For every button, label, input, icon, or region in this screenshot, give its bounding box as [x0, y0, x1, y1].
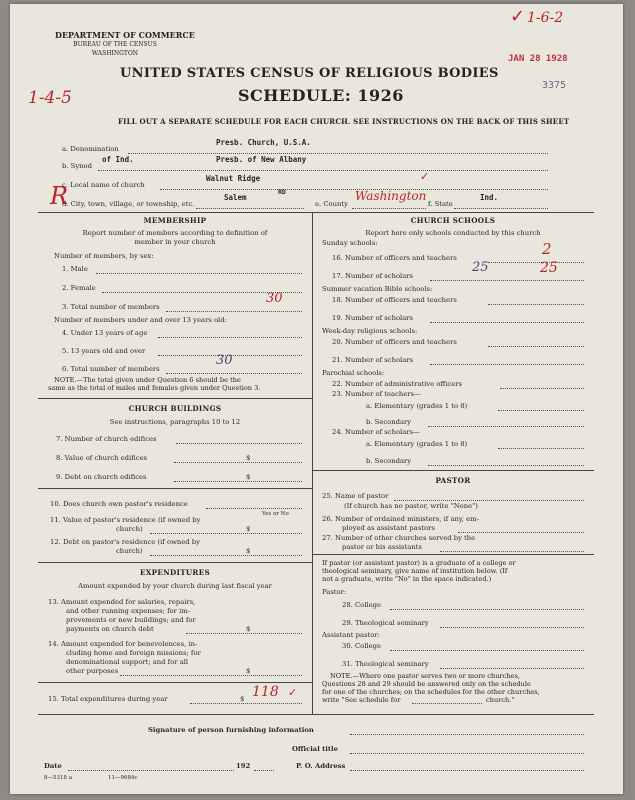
- q8-dollar: $: [246, 454, 251, 462]
- q20-field[interactable]: [488, 337, 584, 347]
- q17-field[interactable]: [430, 271, 584, 281]
- pastor-sublabel: Pastor:: [322, 588, 347, 596]
- pastor-note-4: write "See schedule for: [322, 696, 401, 704]
- q16-label: 16. Number of officers and teachers: [332, 254, 457, 262]
- under-over-label: Number of members under and over 13 years old:: [54, 316, 227, 324]
- po-address-field[interactable]: [350, 761, 584, 771]
- date-field[interactable]: [68, 761, 234, 771]
- q1-label: 1. Male: [62, 265, 88, 273]
- q18-field[interactable]: [488, 295, 584, 305]
- date-label: Date: [44, 762, 62, 770]
- q13-line-1: 13. Amount expended for salaries, repairs,: [48, 598, 196, 606]
- graduate-note-2: theological seminary, give name of institution below. (If: [322, 567, 508, 575]
- q30-label: 30. College: [342, 642, 382, 650]
- q8-field[interactable]: [174, 453, 302, 463]
- graduate-note-1: If pastor (or assistant pastor) is a graduate of a college or: [322, 559, 516, 567]
- sunday-label: Sunday schools:: [322, 239, 378, 247]
- buildings-rule: [38, 488, 312, 489]
- q4-field[interactable]: [158, 328, 302, 338]
- q8-label: 8. Value of church edifices: [56, 454, 148, 462]
- schools-rule: [312, 470, 594, 471]
- graduate-note-3: not a graduate, write "No" in the space indicated.): [322, 575, 492, 583]
- q29-label: 29. Theological seminary: [342, 619, 429, 627]
- official-title-label: Official title: [292, 745, 338, 753]
- q14-line-4: other purposes: [66, 667, 119, 675]
- city-name: WASHINGTON: [91, 50, 139, 57]
- q14-field[interactable]: [120, 666, 302, 676]
- state-value: Ind.: [480, 193, 499, 202]
- signature-label: Signature of person furnishing information: [148, 726, 314, 734]
- q26-label-1: 26. Number of ordained ministers, if any, em-: [322, 515, 479, 523]
- pastor-note-5: church.": [486, 696, 515, 704]
- q15-label: 15. Total expenditures during year: [48, 695, 168, 703]
- q27-field[interactable]: [440, 542, 584, 552]
- po-address-label: P. O. Address: [296, 762, 346, 770]
- county-label: e. County: [315, 200, 348, 208]
- q13-dollar: $: [246, 625, 251, 633]
- synod-value: of Ind.: [102, 155, 134, 164]
- church-name-label: c. Local name of church: [62, 181, 145, 189]
- parochial-label: Parochial schools:: [322, 369, 385, 377]
- q31-field[interactable]: [440, 659, 584, 669]
- q22-field[interactable]: [500, 379, 584, 389]
- by-sex-label: Number of members, by sex:: [54, 252, 154, 260]
- q21-field[interactable]: [430, 355, 584, 365]
- form-number: 8—5318 a: [44, 775, 73, 781]
- q31-label: 31. Theological seminary: [342, 660, 429, 668]
- membership-sub1: Report number of members according to definition of: [82, 229, 268, 237]
- see-schedule-field[interactable]: [412, 696, 482, 704]
- membership-rule: [38, 398, 312, 399]
- q15-value: 118: [252, 684, 279, 700]
- q6-value: 30: [216, 353, 233, 368]
- q5-label: 5. 13 years old and over: [62, 347, 146, 355]
- q7-field[interactable]: [176, 434, 302, 444]
- q27-label-1: 27. Number of other churches served by the: [322, 534, 476, 542]
- q13-line-3: provements or new buildings; and for: [66, 616, 196, 624]
- bureau-name: BUREAU OF THE CENSUS: [73, 41, 157, 48]
- pastor-heading: PASTOR: [435, 476, 471, 485]
- q9-label: 9. Debt on church edifices: [56, 473, 147, 481]
- q17-label: 17. Number of scholars: [332, 272, 414, 280]
- q13-line-2: and other running expenses; for im-: [66, 607, 191, 615]
- check-mark-top: ✓: [510, 6, 526, 27]
- q21-label: 21. Number of scholars: [332, 356, 414, 364]
- q11-dollar: $: [246, 525, 251, 533]
- q23-elementary-label: a. Elementary (grades 1 to 8): [366, 402, 468, 410]
- form-title: UNITED STATES CENSUS OF RELIGIOUS BODIES: [120, 66, 499, 81]
- official-title-field[interactable]: [350, 744, 584, 754]
- q26-label-2: ployed as assistant pastors: [342, 524, 435, 532]
- summer-label: Summer vacation Bible schools:: [322, 285, 433, 293]
- church-name-value: Walnut Ridge: [206, 174, 261, 183]
- q25-sub: (If church has no pastor, write "None"): [344, 502, 478, 510]
- q6-label: 6. Total number of members: [62, 365, 160, 373]
- q16-field[interactable]: [488, 253, 584, 263]
- q4-label: 4. Under 13 years of age: [62, 329, 148, 337]
- denomination-value: Presb. Church, U.S.A.: [216, 138, 311, 147]
- synod-label: b. Synod: [62, 162, 92, 170]
- form-instructions: FILL OUT A SEPARATE SCHEDULE FOR EACH CHURCH. SEE INSTRUCTIONS ON THE BACK OF THIS SHEET: [118, 117, 570, 126]
- denomination-label: a. Denomination: [62, 145, 119, 153]
- q17-value-red: 25: [540, 260, 558, 276]
- yes-no-hint: Yes or No: [262, 511, 289, 517]
- q10-label: 10. Does church own pastor's residence: [50, 500, 188, 508]
- table-bottom-rule: [38, 714, 594, 715]
- department-header: [55, 30, 195, 58]
- q1-field[interactable]: [96, 264, 302, 274]
- schools-heading: CHURCH SCHOOLS: [410, 216, 496, 225]
- q23-secondary-label: b. Secondary: [366, 418, 412, 426]
- q11-label-2: church): [116, 525, 143, 533]
- q18-label: 18. Number of officers and teachers: [332, 296, 457, 304]
- q24-label: 24. Number of scholars—: [332, 428, 420, 436]
- print-number: 11—9684c: [108, 775, 138, 781]
- expenditures-rule: [38, 682, 312, 683]
- assistant-sublabel: Assistant pastor:: [322, 631, 380, 639]
- q29-field[interactable]: [440, 618, 584, 628]
- q24-secondary-field[interactable]: [428, 456, 584, 466]
- check-mark-q15: ✓: [288, 686, 298, 699]
- q3-value: 30: [266, 291, 283, 306]
- state-field[interactable]: [454, 199, 548, 209]
- q22-label: 22. Number of administrative officers: [332, 380, 462, 388]
- membership-note-1: NOTE.—The total given under Question 6 should be the: [54, 376, 241, 384]
- pastor-rule: [312, 554, 594, 555]
- expenditures-heading: EXPENDITURES: [140, 568, 210, 577]
- q14-line-1: 14. Amount expended for benevolences, in-: [48, 640, 198, 648]
- file-number-stamp: 3375: [542, 80, 567, 91]
- city-value: Salem: [224, 193, 247, 202]
- q10-field[interactable]: [206, 499, 302, 509]
- q26-field[interactable]: [458, 523, 584, 533]
- q20-label: 20. Number of officers and teachers: [332, 338, 457, 346]
- synod-field[interactable]: [98, 161, 548, 171]
- q19-label: 19. Number of scholars: [332, 314, 414, 322]
- q23-elementary-field[interactable]: [498, 401, 584, 411]
- q28-field[interactable]: [390, 600, 584, 610]
- pastor-note-3: for one of the churches; on the schedules for the other churches,: [322, 688, 540, 696]
- pastor-note-2: Questions 28 and 29 should be answered only on the schedule: [322, 680, 531, 688]
- presbytery-value: Presb. of New Albany: [216, 155, 307, 164]
- membership-heading: MEMBERSHIP: [143, 216, 207, 225]
- weekday-label: Week-day religious schools:: [322, 327, 418, 335]
- q13-field[interactable]: [186, 624, 302, 634]
- q11-field[interactable]: [150, 524, 302, 534]
- q11-label-1: 11. Value of pastor's residence (if owned by: [50, 516, 201, 524]
- year-field[interactable]: [254, 761, 274, 771]
- q3-label: 3. Total number of members: [62, 303, 160, 311]
- q24-secondary-label: b. Secondary: [366, 457, 412, 465]
- q28-label: 28. College: [342, 601, 382, 609]
- q23-secondary-field[interactable]: [428, 417, 584, 427]
- buildings-sub: See instructions, paragraphs 10 to 12: [109, 418, 241, 426]
- q30-field[interactable]: [390, 641, 584, 651]
- state-label: f. State: [428, 200, 453, 208]
- q25-label: 25. Name of pastor: [322, 492, 389, 500]
- q9-field[interactable]: [174, 472, 302, 482]
- city-extra: RD: [278, 188, 286, 196]
- q24-elementary-field[interactable]: [498, 439, 584, 449]
- denomination-field[interactable]: [128, 144, 548, 154]
- q6-field[interactable]: [166, 364, 302, 374]
- q14-dollar: $: [246, 667, 251, 675]
- expenditures-sub: Amount expended by your church during last fiscal year: [78, 582, 272, 590]
- q13-line-4: payments on church debt: [66, 625, 154, 633]
- membership-note-2: same as the total of males and females given under Question 3.: [48, 384, 261, 392]
- q15-dollar: $: [240, 695, 245, 703]
- q17-value-pencil: 25: [472, 260, 489, 275]
- membership-sub2: member in your church: [134, 238, 216, 246]
- q27-label-2: pastor or his assistants: [342, 543, 422, 551]
- q14-line-2: cluding home and foreign missions; for: [66, 649, 201, 657]
- q2-label: 2. Female: [62, 284, 96, 292]
- table-top-rule: [38, 212, 594, 213]
- schools-sub: Report here only schools conducted by this church: [365, 229, 541, 237]
- check-mark-church: ✓: [420, 170, 430, 183]
- q7-label: 7. Number of church edifices: [56, 435, 157, 443]
- q15-field[interactable]: [190, 694, 302, 704]
- q24-elementary-label: a. Elementary (grades 1 to 8): [366, 440, 468, 448]
- city-field[interactable]: [196, 199, 304, 209]
- residence-rule: [38, 562, 312, 563]
- q12-dollar: $: [246, 547, 251, 555]
- handwritten-r: R: [50, 182, 69, 210]
- signature-field[interactable]: [350, 725, 584, 735]
- q12-label-2: church): [116, 547, 143, 555]
- county-value: Washington: [355, 189, 427, 203]
- census-schedule-sheet: [10, 4, 623, 794]
- year-prefix: 192: [236, 762, 251, 770]
- q16-value: 2: [542, 240, 552, 258]
- dept-name: DEPARTMENT OF COMMERCE: [55, 30, 195, 40]
- schedule-title: SCHEDULE: 1926: [238, 86, 404, 105]
- q25-field[interactable]: [394, 491, 584, 501]
- pastor-note-1: NOTE.—Where one pastor serves two or more churches,: [330, 672, 520, 680]
- q19-field[interactable]: [430, 313, 584, 323]
- city-label: d. City, town, village, or township, etc.: [62, 200, 195, 208]
- q14-line-3: denominational support; and for all: [66, 658, 189, 666]
- q23-label: 23. Number of teachers—: [332, 390, 421, 398]
- q12-label-1: 12. Debt on pastor's residence (if owned by: [50, 538, 200, 546]
- handwritten-code-top: 1-6-2: [527, 10, 564, 26]
- received-date-stamp: JAN 28 1928: [508, 54, 568, 64]
- column-divider: [312, 212, 313, 714]
- q12-field[interactable]: [150, 546, 302, 556]
- handwritten-code-left: 1-4-5: [28, 88, 72, 108]
- buildings-heading: CHURCH BUILDINGS: [128, 404, 222, 413]
- q9-dollar: $: [246, 473, 251, 481]
